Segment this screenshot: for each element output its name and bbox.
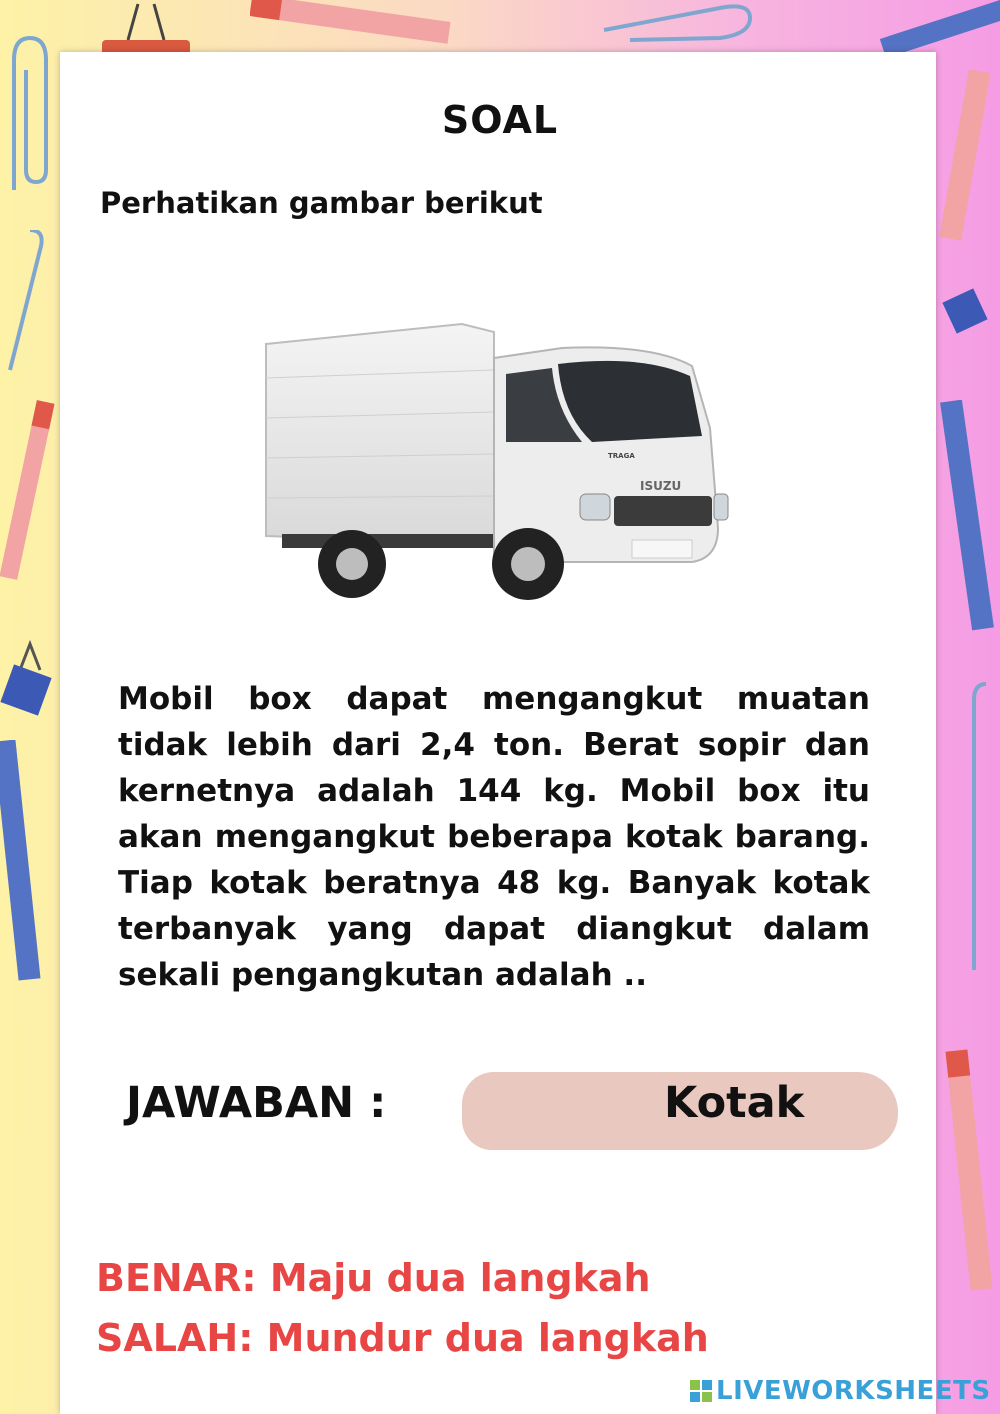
correct-rule-text: BENAR: Maju dua langkah [96,1256,651,1300]
watermark-text: LIVEWORKSHEETS [716,1376,991,1406]
answer-unit: Kotak [664,1078,805,1128]
brand-logo: ISUZU [640,479,682,493]
watermark [690,1376,991,1406]
model-badge: TRAGA [608,452,635,460]
paperclip-icon [0,230,60,380]
box-truck-icon [262,318,732,618]
pencil-icon [940,70,1000,250]
pencil-icon [0,390,60,610]
binder-clip-icon [0,640,60,720]
question-text: Mobil box dapat mengangkut muatan tidak lebih dari 2,4 ton. Berat sopir dan kernetnya adalah 144 kg. Mobil box itu akan mengangkut beberapa kotak barang. Tiap kotak beratnya 48 kg. Banyak kotak terbanyak yang dapat diangkut dalam sekali pengangkutan adalah .. [118,681,870,993]
pencil-icon [940,1040,1000,1300]
pencil-icon [0,740,50,1000]
instruction-text: Perhatikan gambar berikut [100,186,543,220]
paperclip-icon [600,0,760,48]
pencil-icon [940,400,1000,640]
liveworksheets-logo-icon [690,1380,712,1402]
paperclip-icon [950,680,1000,980]
answer-label: JAWABAN : [126,1078,387,1128]
wrong-rule-text: SALAH: Mundur dua langkah [96,1316,709,1360]
binder-clip-icon [940,280,1000,350]
page-title: SOAL [441,98,559,142]
pencil-icon [250,0,470,48]
